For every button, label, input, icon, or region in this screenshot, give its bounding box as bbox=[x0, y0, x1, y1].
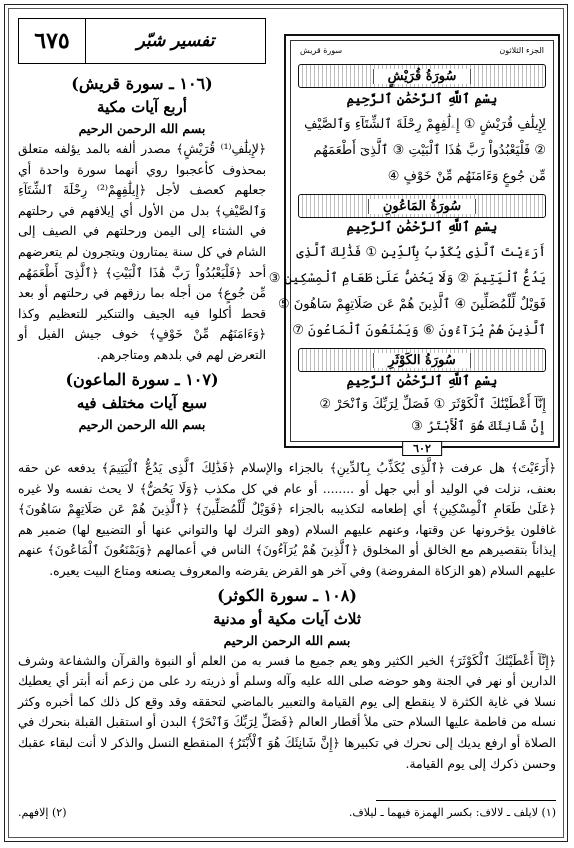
mushaf-page-number: ٦٠٢ bbox=[402, 441, 442, 456]
verse-line-7: ٱلَّذِينَ هُمْ يُرَآءُونَ ⑥ وَيَمْنَعُونَ ٱلْمَاعُونَ ⑦ bbox=[292, 323, 546, 338]
surah-108-basmala: بسم الله الرحمن الرحيم bbox=[223, 632, 351, 648]
verse-line-4: أَرَءَيْتَ ٱلَّذِى يُكَذِّبُ بِٱلدِّينِ ① فَذَٰلِكَ ٱلَّذِى bbox=[296, 245, 546, 260]
basmala-1: بِسْمِ ٱللَّهِ ٱلرَّحْمَٰنِ ٱلرَّحِيمِ bbox=[346, 92, 498, 107]
basmala-3: بِسْمِ ٱللَّهِ ٱلرَّحْمَٰنِ ٱلرَّحِيمِ bbox=[346, 374, 498, 389]
verse-line-3: مِّن جُوعٍ وَءَامَنَهُم مِّنْ خَوْفٍ ④ bbox=[387, 169, 546, 184]
verse-line-1: لِإِيلَٰفِ قُرَيْشٍ ① إِۦلَٰفِهِمْ رِحْلَةَ ٱلشِّتَآءِ وَٱلصَّيْفِ bbox=[304, 117, 546, 132]
surah-106-commentary: ﴿لإِيلَٰفِ⁽¹⁾ قُرَيْشٍ﴾ مصدر ألفه بالمد يؤلفه متعلق بمحذوف كأعجبوا روي أنهما سورة واحدة أي جعلهم كعصف لأجل ﴿إِيلَٰفِهِمْ⁽²⁾ رِحْلَةَ ٱلشِّتَآءِ وَٱلصَّيْفِ﴾ بدل من الأول أي إيلافهم في رحلتهم في الشتاء إلى اليمن ورحلتهم في الصيف إلى الشام في كل سنة يمتارون ويتجرون لم يتعرضهم أحد ﴿فَلْيَعْبُدُواْ رَبَّ هَٰذَا ٱلْبَيْتِ﴾ ﴿ٱلَّذِىٓ أَطْعَمَهُم مِّن جُوعٍ﴾ من أجله بما رزقهم في رحلتهم أو بعد قحط أكلوا فيه الجيف والتنكير للتعظيم وكذا ﴿وَءَامَنَهُم مِّنْ خَوْفٍ﴾ خوف جيش الفيل أو التعرض لهم في بلدهم ومتاجرهم. bbox=[18, 142, 267, 362]
surah-106-basmala: بسم الله الرحمن الرحيم bbox=[78, 121, 206, 136]
footnotes bbox=[18, 806, 556, 819]
page-header bbox=[18, 18, 266, 64]
footnote-1: (١) لايلف ـ لالاف: بكسر الهمزة فيهما ـ ليلاف. bbox=[348, 806, 556, 819]
juz-label: الجزء الثلاثون bbox=[499, 45, 544, 55]
surah-107-title: (١٠٧ ـ سورة الماعون) bbox=[65, 369, 219, 389]
lower-commentary bbox=[18, 458, 556, 774]
verse-line-6: فَوَيْلٌ لِّلْمُصَلِّينَ ④ ٱلَّذِينَ هُمْ عَن صَلَاتِهِمْ سَاهُونَ ⑤ bbox=[277, 297, 546, 312]
verse-line-9: إِنَّ شَانِئَكَ هُوَ ٱلْأَبْتَرُ ③ bbox=[411, 419, 546, 434]
surah-header-maun: سُورَةُ المَاعُونِ bbox=[298, 194, 546, 218]
surah-label: سورة قريش bbox=[300, 45, 343, 55]
surah-108-title: (١٠٨ ـ سورة الكوثر) bbox=[217, 585, 357, 605]
surah-107-commentary: ﴿أَرَءَيْتَ﴾ هل عرفت ﴿ٱلَّذِى يُكَذِّبُ بِٱلدِّينِ﴾ بالجزاء والإسلام ﴿فَذَٰلِكَ ٱلَّذِى يَدُعُّ ٱلْيَتِيمَ﴾ يدفعه عن حقه بعنف، نزلت في الوليد أو أبي جهل أو ........ أو عام في كل مكذب ﴿وَلَا يَحُضُّ﴾ لا يحث نفسه ولا غيره ﴿عَلَىٰ طَعَامِ ٱلْمِسْكِينِ﴾ أي إطعامه لتكذيبه بالجزاء ﴿فَوَيْلٌ لِّلْمُصَلِّينَ﴾ ﴿ٱلَّذِينَ هُمْ عَن صَلَاتِهِمْ سَاهُونَ﴾ غافلون يؤخرونها عن وقتها، وعنهم عليهم السلام (وهو الترك لها والتواني عنها أو التضييع لها) ضمير هم إيذاناً بتقصيرهم مع الخالق أو المخلوق ﴿ٱلَّذِينَ هُمْ يُرَآءُونَ﴾ الناس في أعمالهم ﴿وَيَمْنَعُونَ ٱلْمَاعُونَ﴾ عنهم عليهم السلام (هو الزكاة المفروضة) وفي آخر هو القرض يقرضه والمعروف يصنعه ومتاع البيت يعيره. bbox=[18, 461, 556, 578]
verse-line-8: إِنَّآ أَعْطَيْنَٰكَ ٱلْكَوْثَرَ ① فَصَلِّ لِرَبِّكَ وَٱنْحَرْ ② bbox=[319, 397, 546, 412]
surah-108-subtitle: ثلاث آيات مكية أو مدنية bbox=[212, 609, 362, 628]
footnote-divider bbox=[376, 800, 556, 801]
page-number: ٦٧٥ bbox=[19, 19, 86, 63]
surah-header-kawthar: سُورَةُ الكَوْثَرِ bbox=[298, 348, 546, 372]
basmala-2: بِسْمِ ٱللَّهِ ٱلرَّحْمَٰنِ ٱلرَّحِيمِ bbox=[346, 220, 498, 235]
book-title: تفسير شبّر bbox=[136, 31, 215, 51]
commentary-column bbox=[18, 70, 266, 435]
mushaf-top-bar bbox=[292, 42, 552, 58]
footnote-2: (٢) إلافهم. bbox=[18, 806, 67, 819]
verse-line-5: يَدُعُّ ٱلْيَتِيمَ ② وَلَا يَحُضُّ عَلَىٰ طَعَامِ ٱلْمِسْكِينِ ③ bbox=[268, 271, 546, 286]
verse-line-2: ② فَلْيَعْبُدُواْ رَبَّ هَٰذَا ٱلْبَيْتِ ③ ٱلَّذِىٓ أَطْعَمَهُم bbox=[313, 143, 546, 158]
surah-107-basmala: بسم الله الرحمن الرحيم bbox=[78, 416, 206, 432]
surah-header-quraysh: سُورَةُ قُرَيْشٍ bbox=[298, 64, 546, 88]
surah-107-subtitle: سبع آيات مختلف فيه bbox=[76, 393, 208, 412]
surah-106-title: (١٠٦ ـ سورة قريش) bbox=[71, 74, 213, 93]
surah-106-subtitle: أربع آيات مكية bbox=[97, 98, 187, 116]
surah-108-commentary: ﴿إِنَّآ أَعْطَيْنَٰكَ ٱلْكَوْثَرَ﴾ الخير الكثير وهو يعم جميع ما فسر به من العلم أو النبوة والقرآن والشفاعة وشرف الدارين أو نهر في الجنة وهو حوضه صلى الله عليه وآله وسلم أو ذريته رد على من زعم أنه أبتر أي يعطيك نسلا في غاية الكثرة لا ينقطع إلى يوم القيامة والتعبير بالماضي لتحققه وقد وقع كل ذلك كما أخبره وكثر نسله من فاطمة عليها السلام حتى ملأ أقطار العالم ﴿فَصَلِّ لِرَبِّكَ وَٱنْحَرْ﴾ البدن أو استقبل القبلة بنحرك في الصلاة أو ارفع يديك إلى نحرك في تكبيرها ﴿إِنَّ شَانِئَكَ هُوَ ٱلْأَبْتَرُ﴾ المنقطع النسل والذكر لا أنت لبقاء عقبك وحسن ذكرك إلى يوم القيامة. bbox=[18, 653, 556, 771]
mushaf-page bbox=[268, 34, 560, 455]
